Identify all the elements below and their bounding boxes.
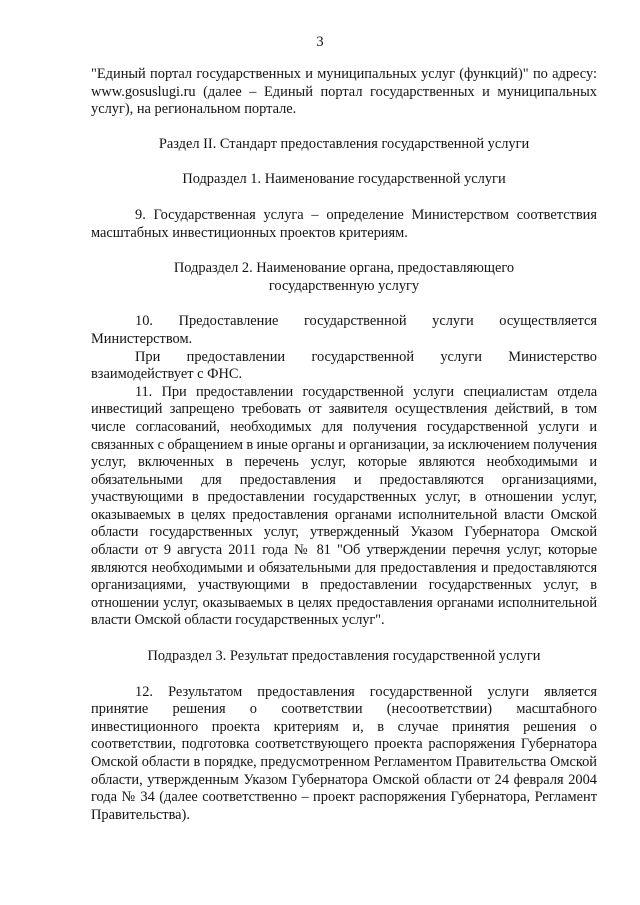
subsection-3-heading: Подраздел 3. Результат предоставления государственной услуги (147, 648, 541, 665)
page-number: 3 (316, 34, 324, 50)
paragraph-9: 9. Государственная услуга – определение Министерством соответствия масштабных инвестиционных проектов критериям. (91, 206, 597, 241)
intro-paragraph: "Единый портал государственных и муниципальных услуг (функций)" по адресу: www.gosuslugi.ru (далее – Единый портал государственных и муниципальных услуг), на региональном портале. (91, 66, 597, 118)
paragraph-10-fns: При предоставлении государственной услуги Министерство взаимодействует с ФНС. (91, 348, 597, 383)
subsection-2-heading: Подраздел 2. Наименование органа, предоставляющего государственную услугу (173, 260, 515, 294)
section-heading: Раздел II. Стандарт предоставления государственной услуги (158, 135, 530, 152)
subsection-1-heading: Подраздел 1. Наименование государственной услуги (182, 171, 506, 188)
paragraph-11: 11. При предоставлении государственной услуги специалистам отдела инвестиций запрещено требовать от заявителя осуществления действий, в том числе согласований, необходимых для получения государственной услуги и связанных с обращением в иные органы и организации, за исключением получения услуг, включенных в перечень услуг, которые являются необходимыми и обязательными для предоставления и предоставляются организациями, участвующими в предоставлении государственных услуг, в отношении услуг, оказываемых в целях предоставления органами исполнительной власти Омской области государственных услуг, утвержденный Указом Губернатора Омской области от 9 августа 2011 года № 81 "Об утверждении перечня услуг, которые являются необходимыми и обязательными для предоставления и предоставляются организациями, участвующими в предоставлении государственных услуг, в отношении услуг, оказываемых в целях предоставления органами исполнительной власти Омской области государственных услуг". (91, 383, 597, 629)
document-body (91, 66, 597, 824)
paragraph-12: 12. Результатом предоставления государственной услуги является принятие решения о соответствии (несоответствии) масштабного инвестиционного проекта критериям и, в случае принятия решения о соответствии, подготовка соответствующего проекта распоряжения Губернатора Омской области в порядке, предусмотренном Регламентом Правительства Омской области, утвержденным Указом Губернатора Омской области от 24 февраля 2004 года № 34 (далее соответственно – проект распоряжения Губернатора, Регламент Правительства). (91, 683, 597, 823)
paragraph-10: 10. Предоставление государственной услуги осуществляется Министерством. (91, 313, 597, 347)
